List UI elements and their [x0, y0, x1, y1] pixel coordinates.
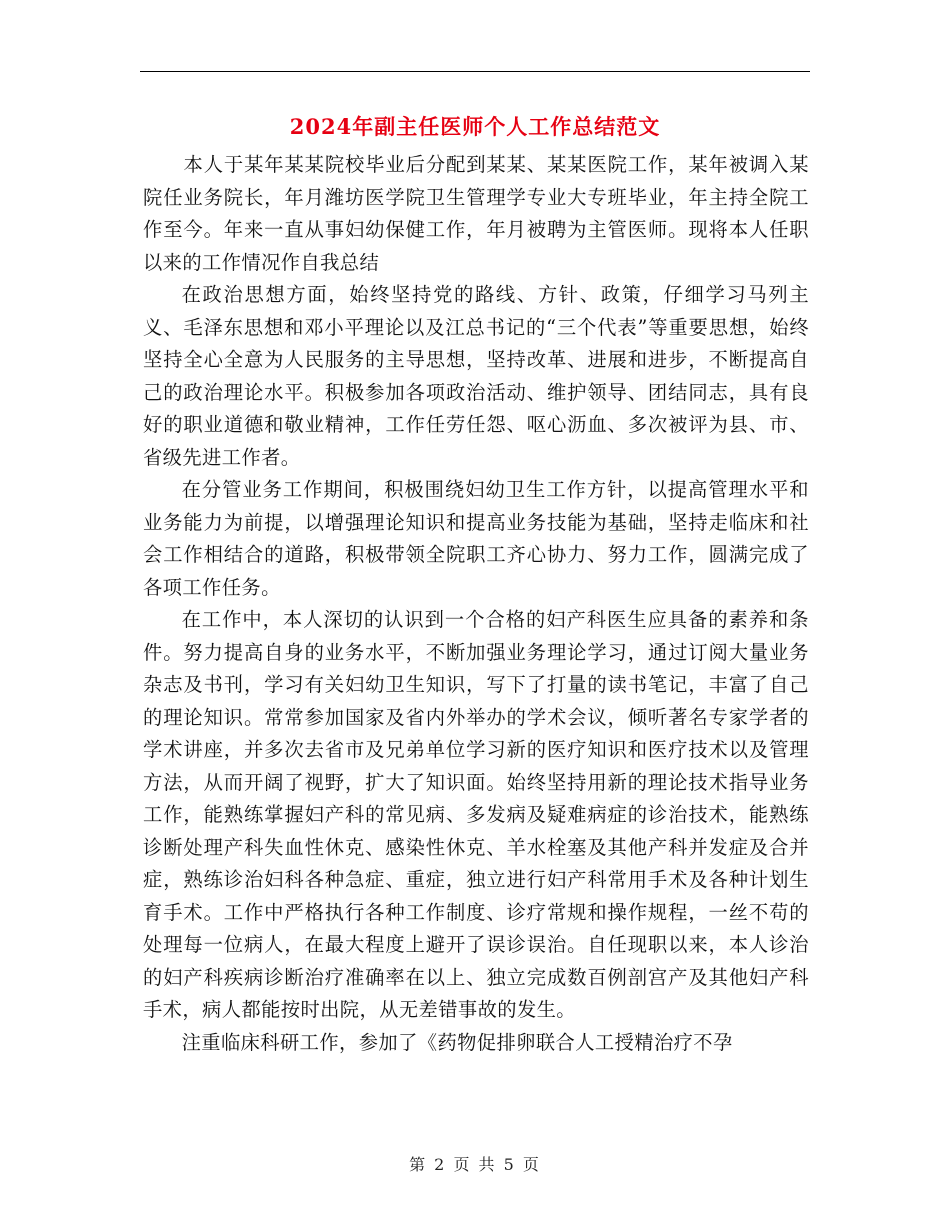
paragraph-research: 注重临床科研工作，参加了《药物促排卵联合人工授精治疗不孕 — [181, 1030, 733, 1054]
document-title: 2024年副主任医师个人工作总结范文 — [289, 114, 661, 139]
header-rule — [140, 71, 810, 72]
paragraph-clinical-work: 在工作中，本人深切的认识到一个合格的妇产科医生应具备的素养和条件。努力提高自身的业务水平，不断加强业务理论学习，通过订阅大量业务杂志及书刊，学习有关妇幼卫生知识，写下了打量的读书笔记，丰富了自己的理论知识。常常参加国家及省内外举办的学术会议，倾听著名专家学者的学术讲座，并多次去省市及兄弟单位学习新的医疗知识和医疗技术以及管理方法，从而开阔了视野，扩大了知识面。始终坚持用新的理论技术指导业务工作，能熟练掌握妇产科的常见病、多发病及疑难病症的诊治技术，能熟练诊断处理产科失血性休克、感染性休克、羊水栓塞及其他产科并发症及合并症，熟练诊治妇科各种急症、重症，独立进行妇产科常用手术及各种计划生育手术。工作中严格执行各种工作制度、诊疗常规和操作规程，一丝不苟的处理每一位病人，在最大程度上避开了误诊误治。自任现职以来，本人诊治的妇产科疾病诊断治疗准确率在以上、独立完成数百例剖宫产及其他妇产科手术，病人都能按时出院，从无差错事故的发生。 — [143, 608, 809, 1021]
document-body — [143, 149, 809, 1059]
paragraph-intro: 本人于某年某某院校毕业后分配到某某、某某医院工作，某年被调入某院任业务院长，年月潍坊医学院卫生管理学专业大专班毕业，年主持全院工作至今。年来一直从事妇幼保健工作，年月被聘为主管医师。现将本人任职以来的工作情况作自我总结 — [143, 153, 809, 274]
paragraph-management: 在分管业务工作期间，积极围绕妇幼卫生工作方针，以提高管理水平和业务能力为前提，以增强理论知识和提高业务技能为基础，坚持走临床和社会工作相结合的道路，积极带领全院职工齐心协力、努力工作，圆满完成了各项工作任务。 — [143, 478, 809, 599]
paragraph-political: 在政治思想方面，始终坚持党的路线、方针、政策，仔细学习马列主义、毛泽东思想和邓小平理论以及江总书记的“三个代表”等重要思想，始终坚持全心全意为人民服务的主导思想，坚持改革、进展和进步，不断提高自己的政治理论水平。积极参加各项政治活动、维护领导、团结同志，具有良好的职业道德和敬业精神，工作任劳任怨、呕心沥血、多次被评为县、市、省级先进工作者。 — [143, 283, 809, 469]
page-number: 第 2 页 共 5 页 — [409, 1155, 541, 1174]
